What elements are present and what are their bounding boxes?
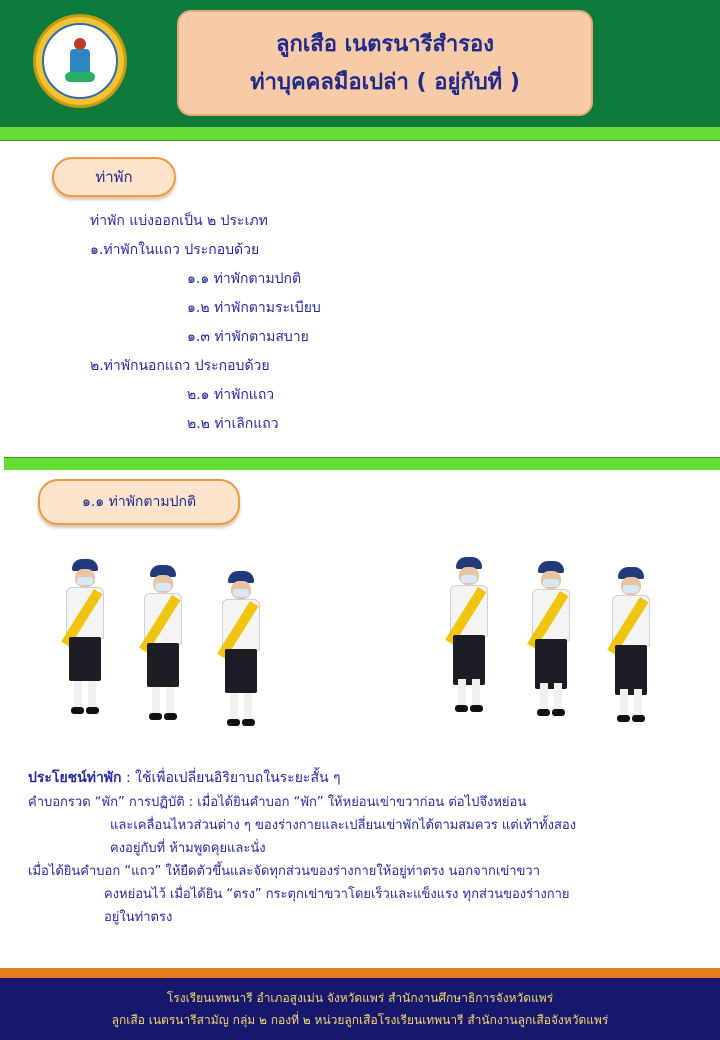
command-line-4: เมื่อได้ยินคำบอก “แถว” ให้ยืดตัวขึ้นและจัดทุกส่วนของร่างกายให้อยู่ท่าตรง นอกจากเข่าขวา (28, 864, 541, 879)
title-box (177, 10, 593, 116)
rest-type-2-1: ๒.๑ ท่าพักแถว (187, 387, 275, 403)
logo-seal-icon (42, 23, 118, 99)
rest-type-1-1: ๑.๑ ท่าพักตามปกติ (187, 271, 302, 287)
rest-type-2-2: ๒.๒ ท่าเลิกแถว (187, 416, 279, 432)
benefit-label: ประโยชน์ท่าพัก (28, 770, 122, 786)
rest-type-1-2: ๑.๒ ท่าพักตามระเบียบ (187, 300, 321, 316)
command-line-2: และเคลื่อนไหวส่วนต่าง ๆ ของร่างกายและเปลี่ยนเข่าพักได้ตามสมควร แต่เท้าทั้งสอง (110, 818, 577, 833)
benefit-text: : ใช้เพื่อเปลี่ยนอิริยาบถในระยะสั้น ๆ (125, 770, 341, 786)
rest-type-2: ๒.ท่าพักนอกแถว ประกอบด้วย (90, 358, 270, 374)
footer-school-line: โรงเรียนเทพนารี อำเภอสูงเม่น จังหวัดแพร่ สำนักงานศึกษาธิการจังหวัดแพร่ (166, 991, 554, 1005)
scouts-boys-at-ease-photo (50, 555, 282, 750)
rest-type-1: ๑.ท่าพักในแถว ประกอบด้วย (90, 242, 260, 258)
section-heading-normal-rest: ๑.๑ ท่าพักตามปกติ (38, 479, 240, 525)
rest-type-1-3: ๑.๓ ท่าพักตามสบาย (187, 329, 309, 345)
header-accent-bar (0, 127, 720, 141)
page-subtitle: ท่าบุคคลมือเปล่า ( อยู่กับที่ ) (250, 70, 520, 95)
section-divider (4, 457, 720, 470)
school-logo (33, 14, 127, 108)
command-line-5: คงหย่อนไว้ เมื่อได้ยิน “ตรง” กระตุกเข่าขวาโดยเร็วและแข็งแรง ทุกส่วนของร่างกาย (104, 887, 570, 902)
scouts-girls-at-ease-photo (432, 555, 658, 753)
logo-figure-icon (65, 38, 95, 84)
section-heading-rest: ท่าพัก (52, 157, 176, 197)
page-title: ลูกเสือ เนตรนารีสำรอง (275, 32, 495, 57)
footer-scout-line: ลูกเสือ เนตรนารีสามัญ กลุ่ม ๒ กองที่ ๒ หน่วยลูกเสือโรงเรียนเทพนารี สำนักงานลูกเสือจังหวัดแพร่ (111, 1013, 609, 1027)
benefit-line (28, 767, 341, 789)
footer (0, 978, 720, 1040)
command-line-6: อยู่ในท่าตรง (104, 910, 173, 925)
command-line-1: คำบอกรวด “พัก” การปฏิบัติ : เมื่อได้ยินคำบอก “พัก” ให้หย่อนเข่าขวาก่อน ต่อไปจึงหย่อน (28, 795, 527, 810)
command-line-3: คงอยู่กับที่ ห้ามพูดคุยและนั่ง (110, 841, 266, 856)
rest-intro-line: ท่าพัก แบ่งออกเป็น ๒ ประเภท (90, 213, 268, 229)
footer-accent-band (0, 968, 720, 978)
